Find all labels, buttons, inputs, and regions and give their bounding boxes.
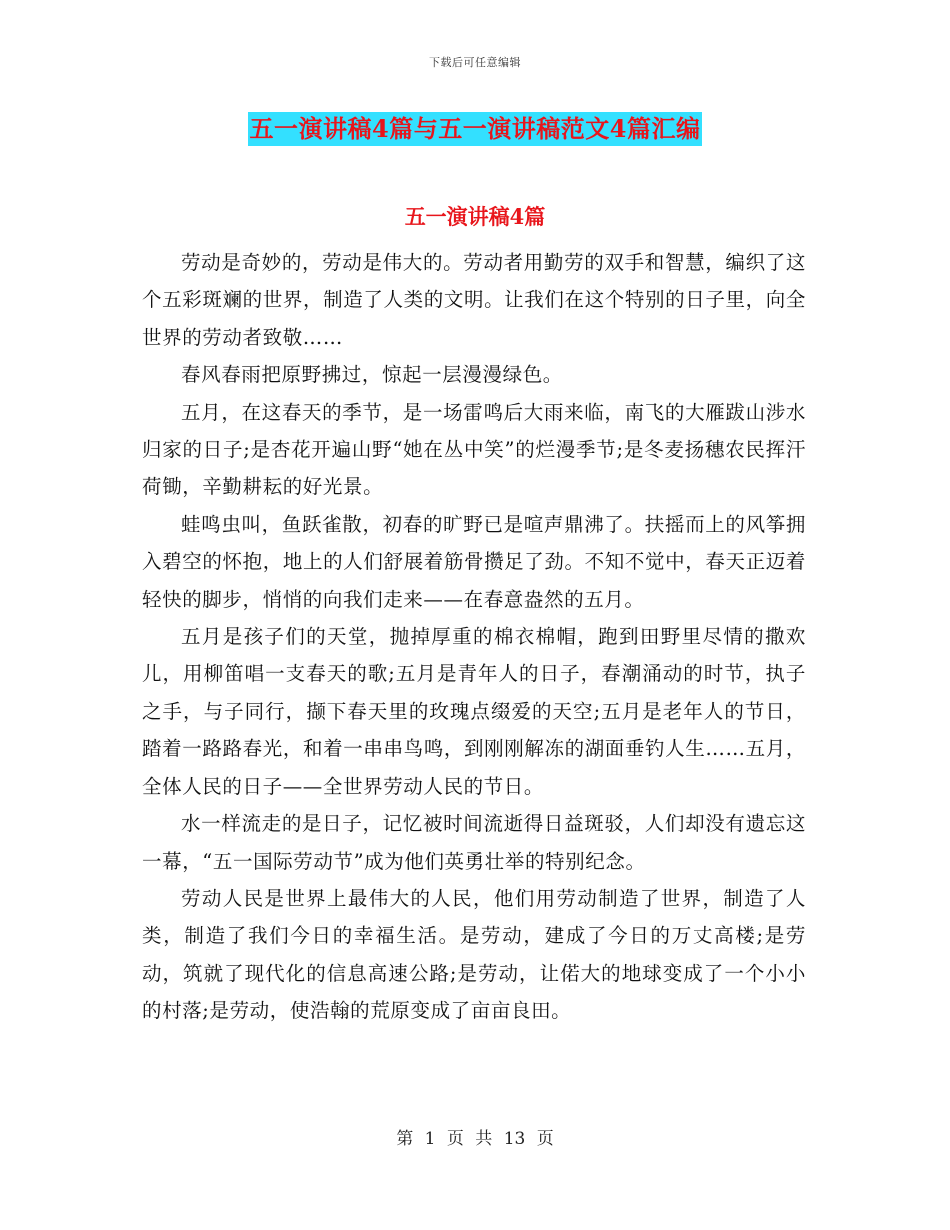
document-title-container xyxy=(0,112,950,146)
section-title: 五一演讲稿4篇 xyxy=(404,204,546,229)
page-number: 第 1 页 共 13 页 xyxy=(396,1129,554,1149)
document-title: 五一演讲稿4篇与五一演讲稿范文4篇汇编 xyxy=(248,112,703,146)
paragraph: 劳动人民是世界上最伟大的人民，他们用劳动制造了世界，制造了人类，制造了我们今日的幸福生活。是劳动，建成了今日的万丈高楼;是劳动，筑就了现代化的信息高速公路;是劳动，让偌大的地球变成了一个小小的村落;是劳动，使浩翰的荒原变成了亩亩良田。 xyxy=(142,886,806,1023)
document-body xyxy=(142,244,806,1030)
header-note: 下载后可任意编辑 xyxy=(429,56,521,69)
paragraph: 劳动是奇妙的，劳动是伟大的。劳动者用勤劳的双手和智慧，编织了这个五彩斑斓的世界，制造了人类的文明。让我们在这个特别的日子里，向全世界的劳动者致敬…… xyxy=(142,251,806,349)
paragraph: 水一样流走的是日子，记忆被时间流逝得日益斑驳，人们却没有遗忘这一幕，“五一国际劳动节”成为他们英勇壮举的特别纪念。 xyxy=(142,812,806,873)
paragraph: 五月，在这春天的季节，是一场雷鸣后大雨来临，南飞的大雁跋山涉水归家的日子;是杏花开遍山野“她在丛中笑”的烂漫季节;是冬麦扬穗农民挥汗荷锄，辛勤耕耘的好光景。 xyxy=(142,400,806,499)
paragraph: 五月是孩子们的天堂，抛掉厚重的棉衣棉帽，跑到田野里尽情的撒欢儿，用柳笛唱一支春天的歌;五月是青年人的日子，春潮涌动的时节，执子之手，与子同行，撷下春天里的玫瑰点缀爱的天空;五月是老年人的节日，踏着一路路春光，和着一串串鸟鸣，到刚刚解冻的湖面垂钓人生……五月，全体人民的日子——全世界劳动人民的节日。 xyxy=(142,625,806,798)
paragraph: 蛙鸣虫叫，鱼跃雀散，初春的旷野已是喧声鼎沸了。扶摇而上的风筝拥入碧空的怀抱，地上的人们舒展着筋骨攒足了劲。不知不觉中，春天正迈着轻快的脚步，悄悄的向我们走来——在春意盎然的五月。 xyxy=(142,512,806,611)
paragraph: 春风春雨把原野拂过，惊起一层漫漫绿色。 xyxy=(181,363,563,387)
